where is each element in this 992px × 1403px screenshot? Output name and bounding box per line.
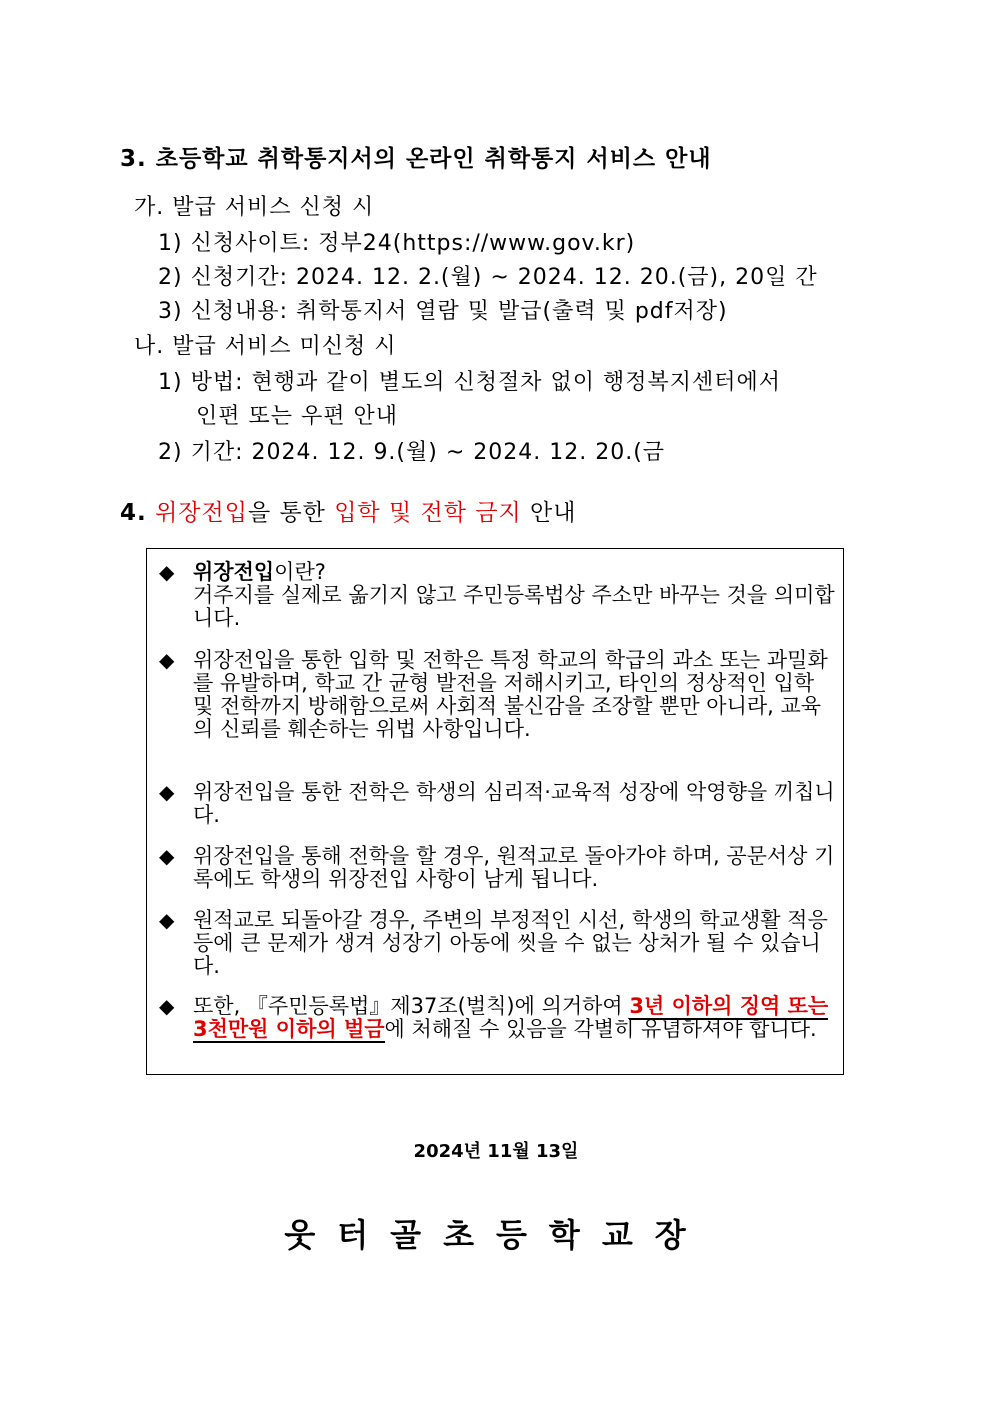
penalty-outro: 에 처해질 수 있음을 각별히 유념하셔야 합니다.	[384, 1017, 817, 1041]
section4-heading	[120, 494, 576, 527]
penalty-intro: 또한, 『주민등록법』제37조(벌칙)에 의거하여	[193, 994, 630, 1018]
diamond-bullet-icon: ◆	[159, 844, 175, 868]
penalty-highlight: 3년 이하의 징역 또는 3천만원 이하의 벌금	[193, 994, 829, 1041]
na-item-1: 1) 방법: 현행과 같이 별도의 신청절차 없이 행정복지센터에서	[158, 370, 781, 395]
warning-box	[146, 548, 844, 1075]
ga-item-2: 2) 신청기간: 2024. 12. 2.(월) ~ 2024. 12. 20.(금), 20일 간	[158, 265, 818, 290]
na-title: 나. 발급 서비스 미신청 시	[134, 334, 397, 359]
na-item-1-cont: 인편 또는 우편 안내	[196, 404, 398, 429]
document-date: 2024년 11월 13일	[413, 1141, 579, 1162]
box-item-text: 원적교로 되돌아갈 경우, 주변의 부정적인 시선, 학생의 학교생활 적응 등에 큰 문제가 생겨 성장기 아동에 씻을 수 없는 상처가 될 수 있습니다.	[193, 908, 828, 978]
diamond-bullet-icon: ◆	[159, 994, 175, 1018]
ga-item-1: 1) 신청사이트: 정부24(https://www.gov.kr)	[158, 231, 636, 256]
diamond-bullet-icon: ◆	[159, 908, 175, 932]
na-item-2: 2) 기간: 2024. 12. 9.(월) ~ 2024. 12. 20.(금	[158, 440, 666, 465]
section4-suffix: 안내	[521, 500, 577, 526]
section4-term: 위장전입	[155, 500, 248, 526]
definition-question: 이란?	[274, 560, 326, 584]
box-item-text: 위장전입을 통한 전학은 학생의 심리적·교육적 성장에 악영향을 끼칩니다.	[193, 780, 835, 827]
section4-prohibition: 입학 및 전학 금지	[334, 500, 522, 526]
diamond-bullet-icon: ◆	[159, 780, 175, 804]
box-item-text	[193, 561, 835, 630]
definition-body: 거주지를 실제로 옮기지 않고 주민등록법상 주소만 바꾸는 것을 의미합니다.	[193, 583, 835, 630]
signature-principal: 웃터골초등학교장	[284, 1216, 708, 1254]
definition-term: 위장전입	[193, 560, 275, 584]
diamond-bullet-icon: ◆	[159, 560, 175, 584]
box-item-text: 위장전입을 통해 전학을 할 경우, 원적교로 돌아가야 하며, 공문서상 기록에도 학생의 위장전입 사항이 남게 됩니다.	[193, 844, 835, 891]
box-item-text	[193, 995, 835, 1041]
diamond-bullet-icon: ◆	[159, 648, 175, 672]
ga-item-3: 3) 신청내용: 취학통지서 열람 및 발급(출력 및 pdf저장)	[158, 299, 728, 324]
section4-number: 4.	[120, 500, 147, 526]
box-item-text: 위장전입을 통한 입학 및 전학은 특정 학교의 학급의 과소 또는 과밀화를 유발하며, 학교 간 균형 발전을 저해시키고, 타인의 정상적인 입학 및 전학까지 방해함으로써 사회적 불신감을 조장할 뿐만 아니라, 교육의 신뢰를 훼손하는 위법 사항입니다.	[193, 648, 828, 741]
section3-heading: 3. 초등학교 취학통지서의 온라인 취학통지 서비스 안내	[120, 146, 712, 172]
section4-connector: 을 통한	[247, 500, 335, 526]
ga-title: 가. 발급 서비스 신청 시	[134, 195, 375, 220]
